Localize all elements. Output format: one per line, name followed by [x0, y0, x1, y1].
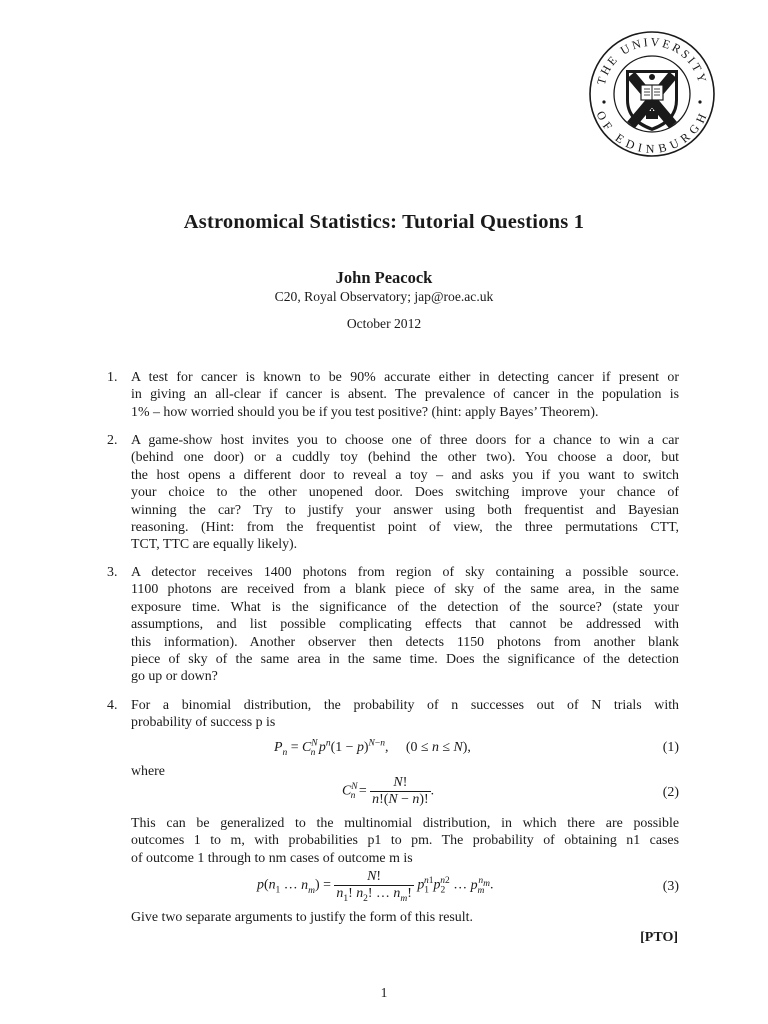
document-title: Astronomical Statistics: Tutorial Questions 1 [183, 211, 585, 233]
question-text-line: the host opens a different door to reveal a toy – and asks you if you want to switch [131, 467, 679, 483]
equation-3 [131, 869, 679, 909]
question-text-line: your choice to the other unopened door. Does switching improve your chance of [131, 485, 679, 501]
question-text-line: of outcome 1 through to nm cases of outcome m is [131, 850, 413, 866]
equation-number: (3) [662, 879, 679, 894]
question-text-line: TCT, TTC are equally likely). [131, 537, 298, 553]
question-2 [107, 432, 679, 554]
equation-2 [131, 775, 679, 815]
question-text-line: (behind one door) or a cuddly toy (behind the other two). You choose a door, but [131, 450, 679, 466]
svg-text:OF EDINBURGH: OF EDINBURGH [593, 108, 711, 156]
question-text-line: winning the car? Try to justify your answer using both frequentist and Bayesian [131, 502, 679, 518]
question-4 [107, 697, 679, 732]
multinomial-formula: $p(n_1$ … $n_m$) = $\frac{N!}{n_1! n_2! \dots n_m!}$ $p_1^{n1}p_2^{n2}$ … $p_m^{n_m}$. [257, 869, 494, 904]
question-3 [107, 564, 679, 686]
binomial-formula: $P_n = C^N_n$ $p^n(1 - p)^{N-n}$, (0 ≤ n ≤ N), [274, 738, 471, 758]
question-text-line: This can be generalized to the multinomial distribution, in which there are possible [131, 816, 679, 831]
question-text-line: assumptions, and list possible complicating effects that cannot be addressed with [131, 617, 679, 633]
question-text-line: A test for cancer is known to be 90% accurate either in detecting cancer if present or [131, 370, 679, 385]
question-text-line: outcomes 1 to m, with probabilities p1 to pm. The probability of obtaining n1 cases [131, 833, 679, 849]
equation-number: (1) [662, 740, 679, 755]
equation-number: (2) [662, 785, 679, 800]
page-number: 1 [380, 985, 388, 1000]
question-text-line: reasoning. (Hint: from the frequentist point of view, the three permutations CTT, [131, 520, 679, 536]
question-text-line: probability of success p is [131, 715, 276, 731]
question-text-line: A game-show host invites you to choose one of three doors for a chance to win a car [131, 433, 679, 448]
question-text-line: 1100 photons are received from a blank piece of sky of the same area, in the same [131, 582, 679, 598]
svg-text:THE UNIVERSITY: THE UNIVERSITY [593, 34, 711, 87]
question-1 [107, 369, 679, 421]
please-turn-over: [PTO] [640, 930, 678, 945]
university-seal-logo [588, 30, 716, 158]
document-date: October 2012 [346, 316, 422, 331]
question-text-line: exposure time. What is the significance of the detection of the source? (state your [131, 599, 679, 615]
question-text-line: go up or down? [131, 669, 218, 685]
question-number: 3. [107, 565, 118, 580]
question-number: 2. [107, 433, 118, 448]
where-text: where [131, 764, 165, 779]
equation-1 [131, 738, 679, 772]
question-text-line: For a binomial distribution, the probability of n successes out of N trials with [131, 698, 679, 713]
question-text-line: 1% – how worried should you be if you test positive? (hint: apply Bayes’ Theorem). [131, 404, 599, 420]
question-number: 1. [107, 370, 118, 385]
question-text-line: this information). Another observer then detects 1150 photons from another blank [131, 634, 679, 650]
closing-text: Give two separate arguments to justify the form of this result. [131, 910, 473, 925]
question-text-line: A detector receives 1400 photons from region of sky containing a possible source. [131, 565, 679, 580]
multinomial-text [131, 815, 679, 867]
question-number: 4. [107, 698, 118, 713]
question-text-line: piece of sky of the same area in the same time. Does the significance of the detection [131, 652, 679, 668]
question-text-line: in giving an all-clear if cancer is absent. The prevalence of cancer in the population is [131, 387, 679, 403]
author-affiliation: C20, Royal Observatory; jap@roe.ac.uk [274, 289, 494, 304]
binomial-coefficient-formula: $C^N_n$ = $\frac{N!}{n!(N - n)!}$ . [342, 775, 435, 807]
author-name: John Peacock [335, 268, 433, 287]
